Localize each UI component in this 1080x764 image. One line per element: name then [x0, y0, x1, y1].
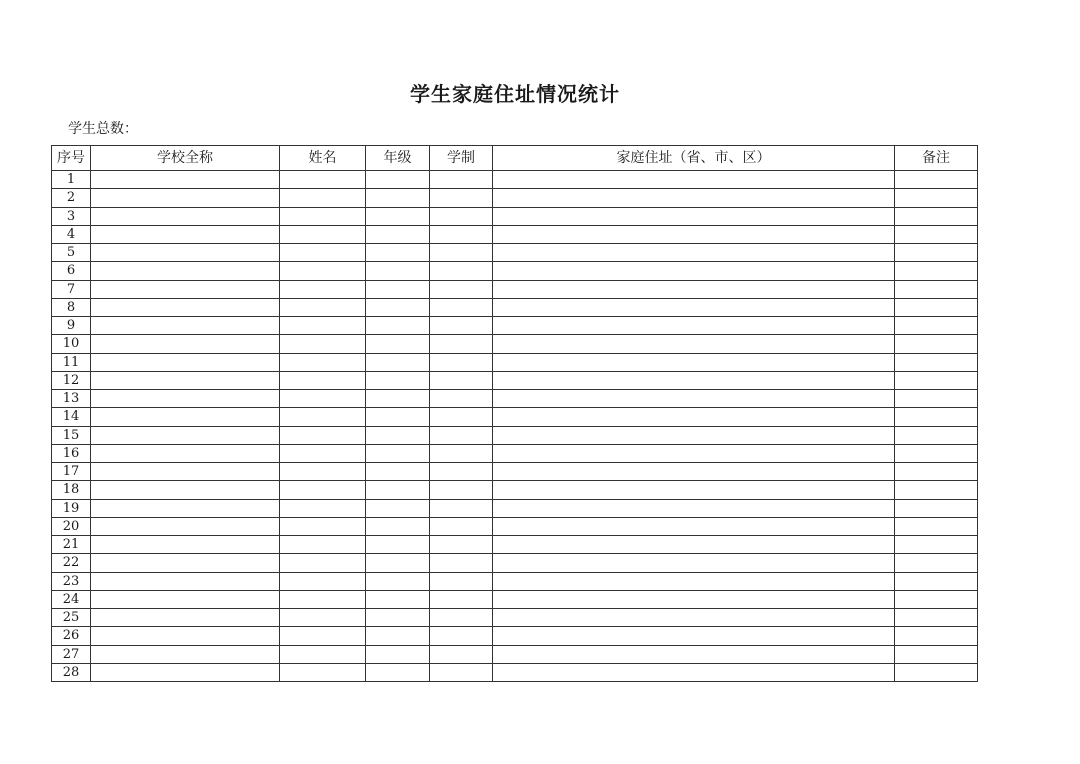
table-row [52, 463, 978, 481]
cell-duration[interactable] [430, 663, 493, 681]
row-index: 22 [52, 554, 91, 572]
row-index: 6 [52, 262, 91, 280]
table-row [52, 536, 978, 554]
row-index: 26 [52, 627, 91, 645]
table-row [52, 426, 978, 444]
row-index: 10 [52, 335, 91, 353]
row-index: 23 [52, 572, 91, 590]
table-row [52, 517, 978, 535]
cell-remarks[interactable] [895, 335, 978, 353]
cell-name[interactable] [280, 371, 366, 389]
column-header-address: 家庭住址（省、市、区） [493, 146, 895, 171]
cell-name[interactable] [280, 390, 366, 408]
cell-duration[interactable] [430, 171, 493, 189]
cell-grade[interactable] [366, 207, 430, 225]
cell-school[interactable] [91, 189, 280, 207]
table-row [52, 298, 978, 316]
row-index: 21 [52, 536, 91, 554]
table-row [52, 499, 978, 517]
cell-address[interactable] [493, 572, 895, 590]
cell-duration[interactable] [430, 499, 493, 517]
cell-grade[interactable] [366, 426, 430, 444]
cell-remarks[interactable] [895, 171, 978, 189]
cell-grade[interactable] [366, 317, 430, 335]
cell-duration[interactable] [430, 517, 493, 535]
cell-name[interactable] [280, 481, 366, 499]
row-index: 2 [52, 189, 91, 207]
cell-school[interactable] [91, 444, 280, 462]
cell-duration[interactable] [430, 572, 493, 590]
cell-remarks[interactable] [895, 298, 978, 316]
cell-grade[interactable] [366, 663, 430, 681]
cell-grade[interactable] [366, 590, 430, 608]
cell-remarks[interactable] [895, 244, 978, 262]
table-row [52, 609, 978, 627]
column-header-index: 序号 [52, 146, 91, 171]
cell-duration[interactable] [430, 463, 493, 481]
cell-name[interactable] [280, 353, 366, 371]
cell-duration[interactable] [430, 262, 493, 280]
cell-school[interactable] [91, 207, 280, 225]
cell-school[interactable] [91, 171, 280, 189]
cell-school[interactable] [91, 572, 280, 590]
cell-address[interactable] [493, 244, 895, 262]
cell-school[interactable] [91, 426, 280, 444]
cell-duration[interactable] [430, 426, 493, 444]
cell-address[interactable] [493, 280, 895, 298]
table-row [52, 590, 978, 608]
cell-grade[interactable] [366, 390, 430, 408]
cell-name[interactable] [280, 444, 366, 462]
table-row [52, 371, 978, 389]
cell-duration[interactable] [430, 244, 493, 262]
cell-remarks[interactable] [895, 536, 978, 554]
cell-remarks[interactable] [895, 572, 978, 590]
column-header-remarks: 备注 [895, 146, 978, 171]
row-index: 27 [52, 645, 91, 663]
cell-address[interactable] [493, 317, 895, 335]
cell-remarks[interactable] [895, 189, 978, 207]
cell-address[interactable] [493, 207, 895, 225]
cell-address[interactable] [493, 335, 895, 353]
cell-grade[interactable] [366, 408, 430, 426]
cell-grade[interactable] [366, 554, 430, 572]
cell-address[interactable] [493, 353, 895, 371]
cell-duration[interactable] [430, 371, 493, 389]
cell-address[interactable] [493, 481, 895, 499]
cell-school[interactable] [91, 225, 280, 243]
cell-address[interactable] [493, 627, 895, 645]
cell-school[interactable] [91, 517, 280, 535]
cell-grade[interactable] [366, 481, 430, 499]
cell-remarks[interactable] [895, 390, 978, 408]
column-header-name: 姓名 [280, 146, 366, 171]
cell-address[interactable] [493, 554, 895, 572]
cell-remarks[interactable] [895, 463, 978, 481]
cell-name[interactable] [280, 262, 366, 280]
table-row [52, 554, 978, 572]
student-address-table [51, 145, 978, 682]
cell-grade[interactable] [366, 645, 430, 663]
row-index: 28 [52, 663, 91, 681]
table-row [52, 225, 978, 243]
cell-school[interactable] [91, 536, 280, 554]
cell-duration[interactable] [430, 590, 493, 608]
cell-grade[interactable] [366, 499, 430, 517]
row-index: 17 [52, 463, 91, 481]
cell-name[interactable] [280, 408, 366, 426]
cell-duration[interactable] [430, 609, 493, 627]
cell-name[interactable] [280, 280, 366, 298]
cell-name[interactable] [280, 572, 366, 590]
cell-duration[interactable] [430, 335, 493, 353]
cell-name[interactable] [280, 499, 366, 517]
cell-grade[interactable] [366, 609, 430, 627]
cell-remarks[interactable] [895, 317, 978, 335]
cell-address[interactable] [493, 463, 895, 481]
table-row [52, 189, 978, 207]
cell-grade[interactable] [366, 463, 430, 481]
cell-grade[interactable] [366, 444, 430, 462]
cell-name[interactable] [280, 517, 366, 535]
cell-address[interactable] [493, 499, 895, 517]
table-row [52, 171, 978, 189]
row-index: 20 [52, 517, 91, 535]
cell-grade[interactable] [366, 189, 430, 207]
cell-address[interactable] [493, 609, 895, 627]
total-students-label: 学生总数： [68, 121, 138, 137]
cell-address[interactable] [493, 298, 895, 316]
cell-grade[interactable] [366, 371, 430, 389]
cell-school[interactable] [91, 627, 280, 645]
cell-remarks[interactable] [895, 280, 978, 298]
cell-school[interactable] [91, 645, 280, 663]
table-row [52, 317, 978, 335]
cell-name[interactable] [280, 189, 366, 207]
cell-name[interactable] [280, 645, 366, 663]
row-index: 4 [52, 225, 91, 243]
cell-grade[interactable] [366, 244, 430, 262]
cell-name[interactable] [280, 536, 366, 554]
cell-name[interactable] [280, 554, 366, 572]
cell-grade[interactable] [366, 517, 430, 535]
table-header-row [52, 146, 978, 171]
cell-duration[interactable] [430, 317, 493, 335]
cell-duration[interactable] [430, 408, 493, 426]
cell-remarks[interactable] [895, 426, 978, 444]
cell-duration[interactable] [430, 298, 493, 316]
cell-duration[interactable] [430, 481, 493, 499]
cell-name[interactable] [280, 207, 366, 225]
cell-name[interactable] [280, 298, 366, 316]
table-row [52, 627, 978, 645]
cell-school[interactable] [91, 499, 280, 517]
cell-school[interactable] [91, 262, 280, 280]
cell-duration[interactable] [430, 444, 493, 462]
cell-address[interactable] [493, 225, 895, 243]
row-index: 1 [52, 171, 91, 189]
table-row [52, 262, 978, 280]
cell-school[interactable] [91, 590, 280, 608]
cell-duration[interactable] [430, 554, 493, 572]
cell-school[interactable] [91, 353, 280, 371]
cell-remarks[interactable] [895, 225, 978, 243]
cell-remarks[interactable] [895, 499, 978, 517]
cell-name[interactable] [280, 590, 366, 608]
row-index: 14 [52, 408, 91, 426]
row-index: 18 [52, 481, 91, 499]
cell-duration[interactable] [430, 280, 493, 298]
cell-name[interactable] [280, 609, 366, 627]
page-title: 学生家庭住址情况统计 [410, 82, 620, 106]
row-index: 5 [52, 244, 91, 262]
cell-address[interactable] [493, 536, 895, 554]
cell-school[interactable] [91, 463, 280, 481]
row-index: 11 [52, 353, 91, 371]
table-row [52, 207, 978, 225]
cell-address[interactable] [493, 590, 895, 608]
cell-duration[interactable] [430, 225, 493, 243]
row-index: 16 [52, 444, 91, 462]
cell-grade[interactable] [366, 627, 430, 645]
row-index: 7 [52, 280, 91, 298]
cell-duration[interactable] [430, 189, 493, 207]
row-index: 9 [52, 317, 91, 335]
row-index: 3 [52, 207, 91, 225]
cell-name[interactable] [280, 317, 366, 335]
cell-remarks[interactable] [895, 262, 978, 280]
cell-duration[interactable] [430, 390, 493, 408]
cell-remarks[interactable] [895, 554, 978, 572]
cell-school[interactable] [91, 244, 280, 262]
table-row [52, 335, 978, 353]
cell-name[interactable] [280, 663, 366, 681]
cell-school[interactable] [91, 317, 280, 335]
cell-grade[interactable] [366, 262, 430, 280]
cell-address[interactable] [493, 663, 895, 681]
table-row [52, 408, 978, 426]
row-index: 25 [52, 609, 91, 627]
cell-address[interactable] [493, 371, 895, 389]
cell-school[interactable] [91, 481, 280, 499]
row-index: 12 [52, 371, 91, 389]
cell-address[interactable] [493, 426, 895, 444]
row-index: 19 [52, 499, 91, 517]
cell-remarks[interactable] [895, 481, 978, 499]
cell-remarks[interactable] [895, 371, 978, 389]
cell-name[interactable] [280, 335, 366, 353]
cell-remarks[interactable] [895, 207, 978, 225]
cell-name[interactable] [280, 225, 366, 243]
table-row [52, 663, 978, 681]
cell-remarks[interactable] [895, 353, 978, 371]
cell-school[interactable] [91, 371, 280, 389]
table-row [52, 280, 978, 298]
cell-address[interactable] [493, 171, 895, 189]
cell-school[interactable] [91, 609, 280, 627]
cell-grade[interactable] [366, 536, 430, 554]
cell-remarks[interactable] [895, 663, 978, 681]
table-row [52, 444, 978, 462]
row-index: 15 [52, 426, 91, 444]
cell-remarks[interactable] [895, 517, 978, 535]
cell-address[interactable] [493, 189, 895, 207]
column-header-grade: 年级 [366, 146, 430, 171]
table-row [52, 572, 978, 590]
cell-school[interactable] [91, 408, 280, 426]
cell-address[interactable] [493, 408, 895, 426]
cell-name[interactable] [280, 627, 366, 645]
cell-duration[interactable] [430, 536, 493, 554]
cell-remarks[interactable] [895, 408, 978, 426]
cell-address[interactable] [493, 444, 895, 462]
table-row [52, 481, 978, 499]
cell-duration[interactable] [430, 645, 493, 663]
cell-grade[interactable] [366, 171, 430, 189]
cell-address[interactable] [493, 517, 895, 535]
cell-grade[interactable] [366, 572, 430, 590]
cell-duration[interactable] [430, 627, 493, 645]
column-header-duration: 学制 [430, 146, 493, 171]
cell-address[interactable] [493, 262, 895, 280]
cell-address[interactable] [493, 390, 895, 408]
cell-grade[interactable] [366, 225, 430, 243]
cell-grade[interactable] [366, 280, 430, 298]
column-header-school: 学校全称 [91, 146, 280, 171]
cell-school[interactable] [91, 298, 280, 316]
row-index: 13 [52, 390, 91, 408]
cell-duration[interactable] [430, 207, 493, 225]
table-row [52, 244, 978, 262]
cell-name[interactable] [280, 463, 366, 481]
cell-address[interactable] [493, 645, 895, 663]
table-row [52, 645, 978, 663]
cell-school[interactable] [91, 335, 280, 353]
cell-name[interactable] [280, 426, 366, 444]
cell-grade[interactable] [366, 353, 430, 371]
table-row [52, 390, 978, 408]
cell-duration[interactable] [430, 353, 493, 371]
cell-remarks[interactable] [895, 609, 978, 627]
cell-school[interactable] [91, 280, 280, 298]
cell-remarks[interactable] [895, 645, 978, 663]
row-index: 24 [52, 590, 91, 608]
table-row [52, 353, 978, 371]
table-body [52, 171, 978, 682]
cell-school[interactable] [91, 390, 280, 408]
cell-remarks[interactable] [895, 627, 978, 645]
cell-remarks[interactable] [895, 444, 978, 462]
cell-grade[interactable] [366, 335, 430, 353]
cell-name[interactable] [280, 244, 366, 262]
cell-school[interactable] [91, 663, 280, 681]
cell-name[interactable] [280, 171, 366, 189]
cell-school[interactable] [91, 554, 280, 572]
row-index: 8 [52, 298, 91, 316]
cell-remarks[interactable] [895, 590, 978, 608]
cell-grade[interactable] [366, 298, 430, 316]
